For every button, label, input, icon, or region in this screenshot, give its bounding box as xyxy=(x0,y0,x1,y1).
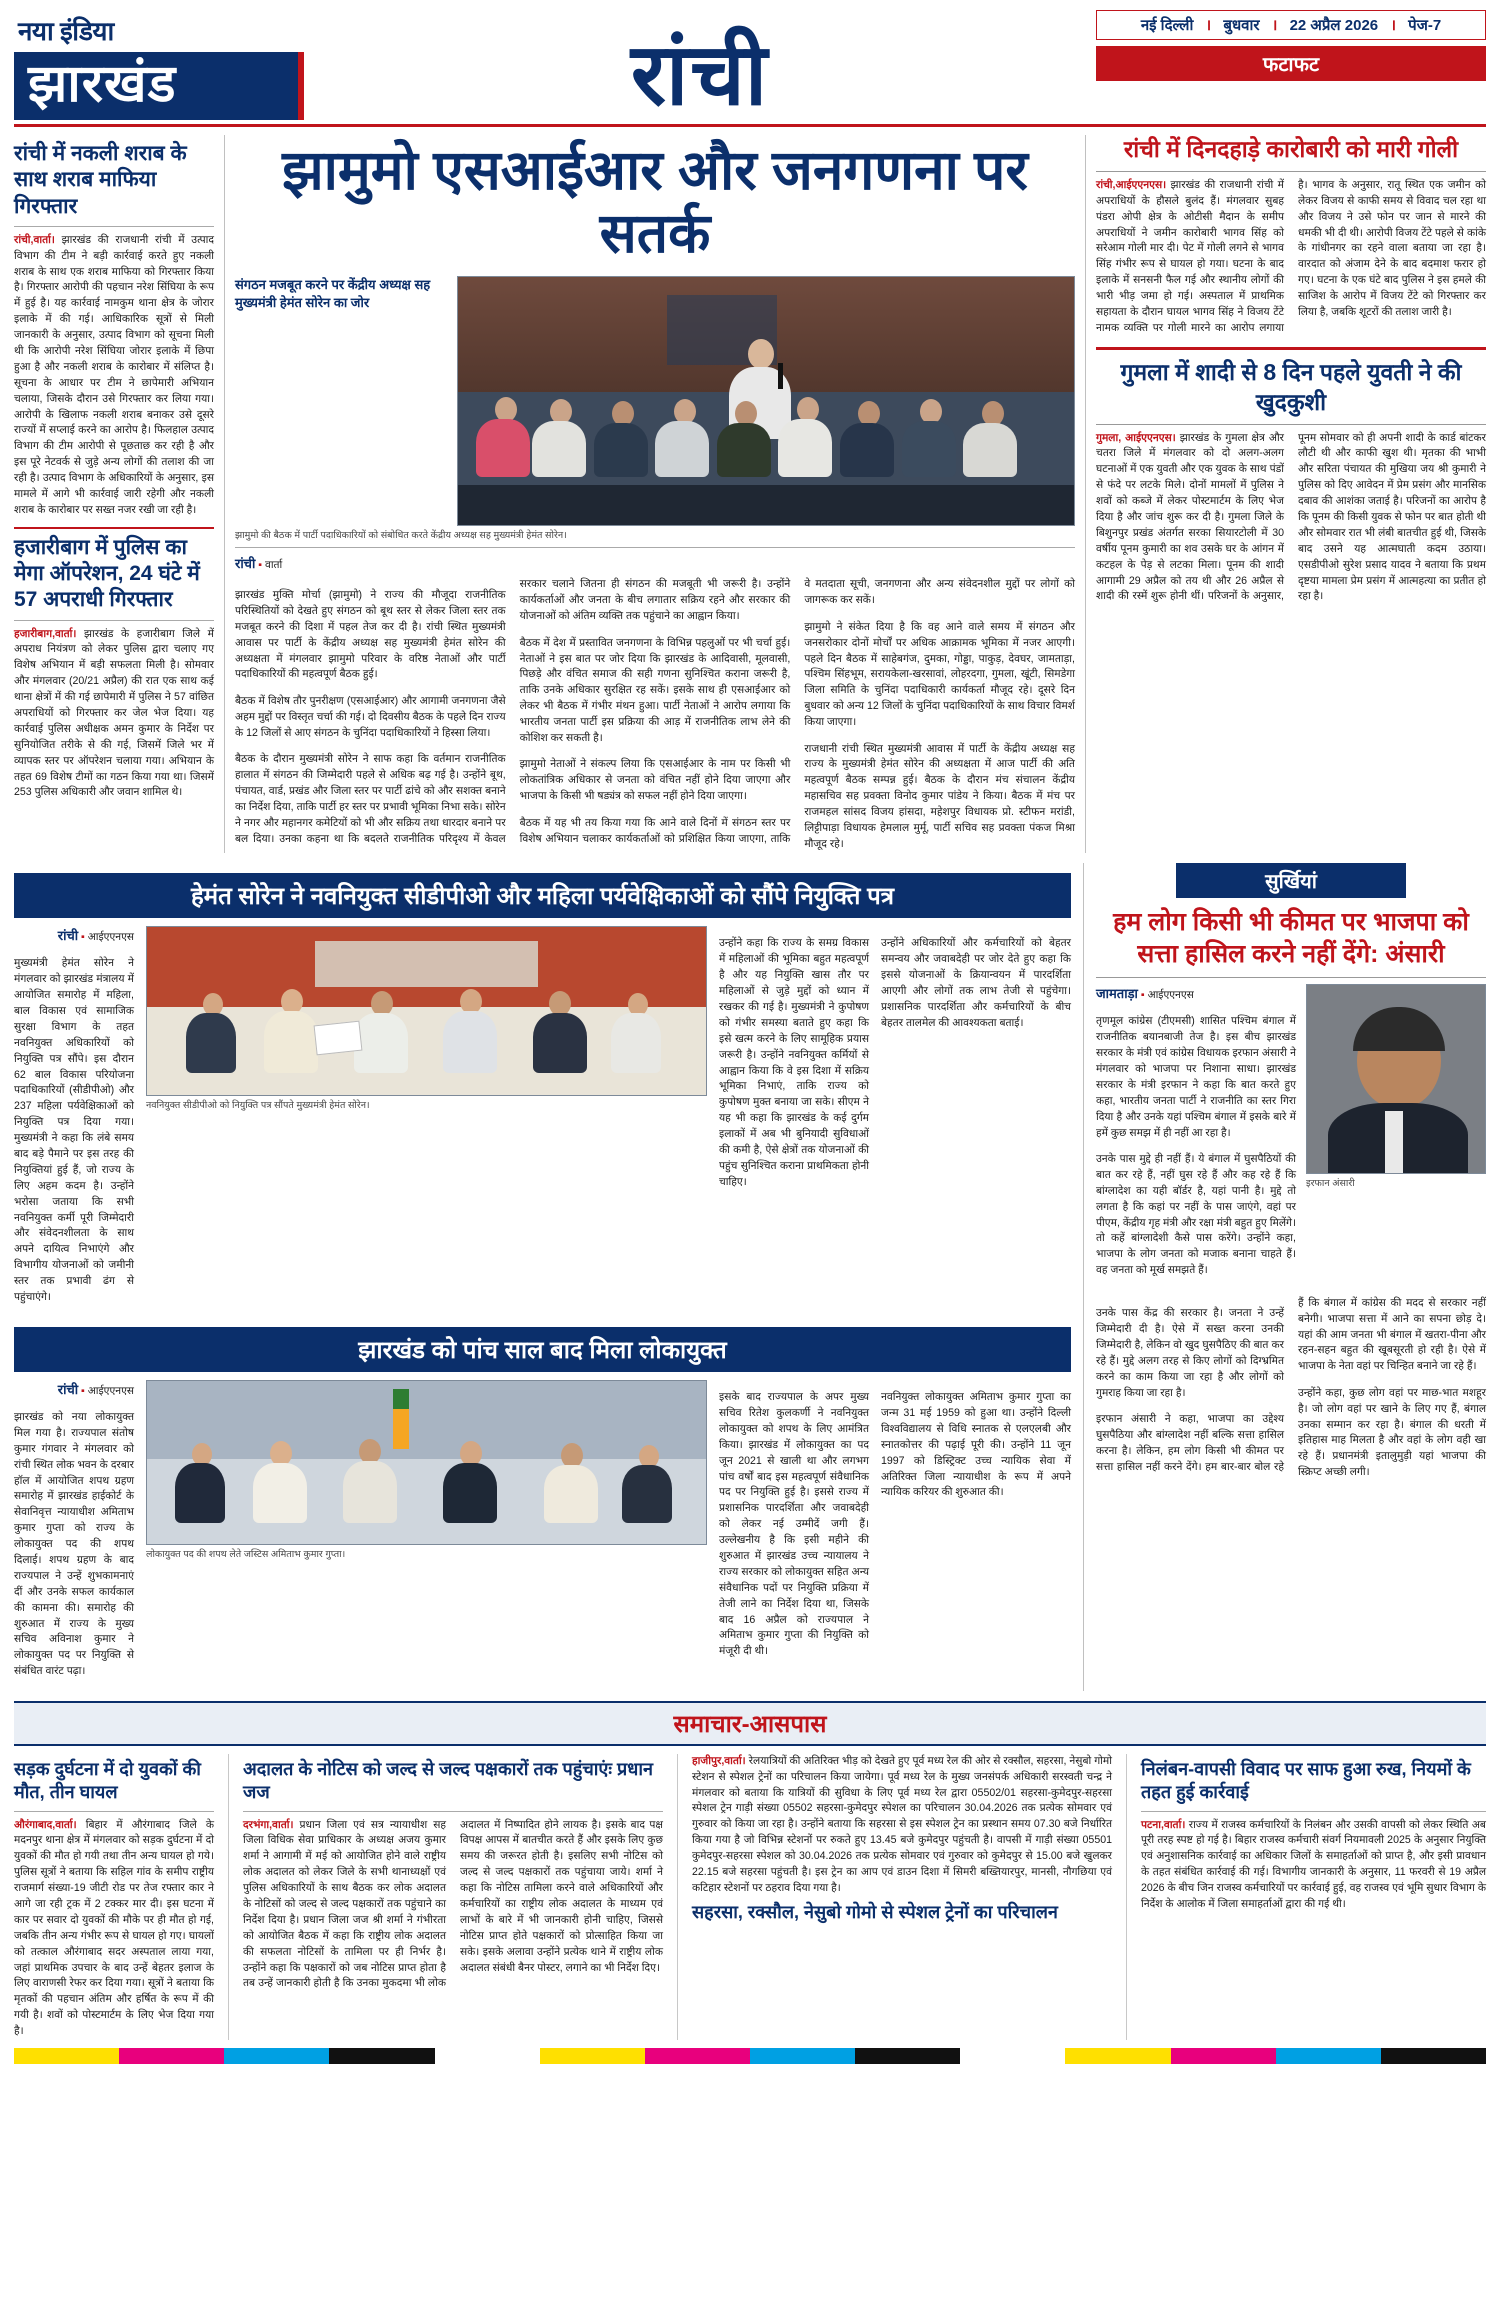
third-section-band: झारखंड को पांच साल बाद मिला लोकायुक्त xyxy=(14,1327,1071,1372)
main-para: बैठक के दौरान मुख्यमंत्री सोरेन ने साफ कहा कि वर्तमान राजनीतिक हालात में संगठन की जिम्मेदारी पहले से अधिक बढ़ गई है। उन्होंने बूथ, पंचायत, वार्ड, प्रखंड और जिला स्तर पर पार्टी ढांचे को और सशक्त बनाने का निर्देश दिया, ताकि पार्टी हर स्तर पर प्रभावी भूमिका निभा सके। सोरेन ने नगर और महानगर कमेटियों को भी और सक्रिय तथा धारदार बनाने पर बल दिया। उनका कहना था कि बदलते राजनीतिक परिदृश्य में केवल सरकार चलाने जितना ही संगठन की मजबूती भी जरूरी है। उन्होंने कार्यकर्ताओं और जनता के बीच लगातार सक्रिय रहने और सरकार की योजनाओं को अंतिम व्यक्ति तक पहुंचाने का आह्वान किया। xyxy=(235,578,791,845)
dateline-date: 22 अप्रैल 2026 xyxy=(1289,17,1379,34)
main-kicker: संगठन मजबूत करने पर केंद्रीय अध्यक्ष सह मुख्यमंत्री हेमंत सोरेन का जोर xyxy=(235,276,431,310)
main-para: राजधानी रांची स्थित मुख्यमंत्री आवास में पार्टी के केंद्रीय अध्यक्ष सह राज्य के मुख्यमंत्री हेमंत सोरेन की अध्यक्षता में आज पार्टी की अति महत्वपूर्ण बैठक सम्पन्न हुई। बैठक के दौरान मंच संचालन केंद्रीय महासचिव सह प्रवक्ता विनोद कुमार पांडेय ने किया। बैठक में मंच पर राजमहल सांसद विजय हांसदा, महेशपुर विधायक प्रो. स्टीफन मरांडी, लिट्टीपाड़ा विधायक हेमलाल मुर्मू, पार्टी सचिव सह प्रवक्ता पंकज मिश्रा मौजूद रहे। xyxy=(804,742,1075,850)
samachar-text: बिहार में औरंगाबाद जिले के मदनपुर थाना क्षेत्र में मंगलवार को सड़क दुर्घटना में दो युवकों की मौत हो गयी तथा तीन अन्य घायल हो गये। पुलिस सूत्रों ने बताया कि सहिल गांव के समीप राष्ट्रीय राजमार्ग संख्या-19 जीटी रोड पर तेज रफ्तार कार ने आगे जा रही ट्रक में 2 टक्कर मार दी। इस घटना में कार पर सवार दो युवकों की मौके पर ही मौत हो गई, जबकि तीन अन्य गंभीर रूप से घायल हो गए। घायलों को तत्काल औरंगाबाद सदर अस्पताल लाया गया, जहां प्राथमिक उपचार के बाद उन्हें बेहतर इलाज के लिए वाराणसी रेफर कर दिया गया। सूत्रों ने बताया कि मृतकों की पहचान अंतिम और हर्षित के रूप में की गयी है। शवों को पोस्टमार्टम के लिए भेज दिया गया है। xyxy=(14,1818,214,2038)
surkhiyan-para: उनके पास मुद्दे ही नहीं हैं। ये बंगाल में घुसपैठियों की बात कर रहे हैं, नहीं घुस रहे हैं और कह रहे हैं कि बांग्लादेश का यही बॉर्डर है, यहां पानी है। मुद्दे तो लगता है कि कहां पर नहीं के पास जाएंगे, वहां पर पीएम, केंद्रीय गृह मंत्री और रक्षा मंत्री बहुत हुए मिलेंगे। तो कहें बांग्लादेशी कैसे पास करेंगे। उन्होंने कहा, भाजपा के लोग जनता को मजाक बनाना चाहते हैं। वह जनता को मूर्ख समझते हैं। xyxy=(1096,1153,1296,1277)
dateline-day: बुधवार xyxy=(1223,17,1260,34)
samachar-text: रेलयात्रियों की अतिरिक्त भीड़ को देखते हुए पूर्व मध्य रेल की ओर से रक्सौल, सहरसा, नेसुबो गोमो स्टेशन से स्पेशल ट्रेनों का परिचालन किया जायेगा। पूर्व मध्य रेल के मुख्य जनसंपर्क अधिकारी सरस्वती चन्द्र ने मंगलवार को बताया कि यात्रियों की सुविधा के लिए पूर्व मध्य रेल द्वारा 05502/01 सहरसा-कुमेदपुर-सहरसा स्पेशल ट्रेन गाड़ी संख्या 05502 सहरसा-कुमेदपुर स्पेशल का परिचालन 30.04.2026 तक प्रत्येक सोमवार एवं गुरुवार को किया जा रहा है। उन्होंने बताया कि सहरसा से इस स्पेशल ट्रेन का प्रस्थान समय 07.30 बजे निर्धारित किया गया है जो विभिन्न स्टेशनों पर रुकते हुए 13.45 बजे कुमेदपुर पहुंचती है। वापसी में गाड़ी संख्या 05501 कुमेदपुर-सहरसा स्पेशल को 30.04.2026 तक प्रत्येक सोमवार एवं गुरुवार को कुमेदपुर से 15.00 बजे खुलकर 22.15 बजे सहरसा पहुंचती है। इस ट्रेन का आप एवं डाउन दिशा में सिमरी बख्तियारपुर, मानसी, नौगछिया एवं कटिहार स्टेशनों पर ठहराव दिया गया है। xyxy=(692,1754,1112,1894)
main-photo-caption: झामुमो की बैठक में पार्टी पदाधिकारियों को संबोधित करते केंद्रीय अध्यक्ष सह मुख्यमंत्री हेमंत सोरेन। xyxy=(235,529,567,541)
second-row xyxy=(14,863,1486,1691)
samachar-row xyxy=(14,1754,1486,2040)
second-section-band: हेमंत सोरेन ने नवनियुक्त सीडीपीओ और महिला पर्यवेक्षिकाओं को सौंपे नियुक्ति पत्र xyxy=(14,873,1071,918)
left-story2-body xyxy=(14,627,214,802)
surkhiyan-dateline-agency: आईएएनएस xyxy=(1147,988,1194,1001)
main-dateline-agency: वार्ता xyxy=(264,558,283,571)
samachar-dateline: दरभंगा,वार्ता। xyxy=(243,1818,294,1831)
second-para: उन्होंने कहा कि राज्य के समग्र विकास में महिलाओं की भूमिका बहुत महत्वपूर्ण है और यह नियुक्ति खास तौर पर महिलाओं से जुड़े मुद्दों को ध्यान में रखकर की गई है। मुख्यमंत्री ने कुपोषण को गंभीर समस्या बताते हुए कहा कि इसे खत्म करने के लिए सामूहिक प्रयास जरूरी है। उन्होंने नवनियुक्त कर्मियों से आह्वान किया कि वे इस दिशा में सक्रिय भूमिका निभाएं, ताकि राज्य को कुपोषण मुक्त बनाया जा सके। सीएम ने यह भी कहा कि झारखंड के कई दुर्गम इलाकों में अब भी बुनियादी सुविधाओं की कमी है, ऐसे क्षेत्रों तक योजनाओं की पहुंच सुनिश्चित कराना प्राथमिकता होनी चाहिए। xyxy=(719,937,869,1188)
dateline-sep2: । xyxy=(1271,17,1278,34)
samachar-headline: अदालत के नोटिस को जल्द से जल्द पक्षकारों तक पहुंचाएंः प्रधान जज xyxy=(243,1758,653,1803)
second-section xyxy=(14,863,1071,1691)
surkhiyan-photo-caption: इरफान अंसारी xyxy=(1306,1177,1355,1189)
main-para: बैठक में यह भी तय किया गया कि आने वाले दिनों में संगठन स्तर पर विशेष अभियान चलाकर कार्यकर्ताओं को प्रशिक्षित किया जाएगा, ताकि वे मतदाता सूची, जनगणना और अन्य संवेदनशील मुद्दों पर लोगों को जागरूक कर सकें। xyxy=(519,578,1075,845)
left-story2-text: झारखंड के हजारीबाग जिले में अपराध नियंत्रण को लेकर पुलिस द्वारा चलाए गए विशेष अभियान में बड़ी सफलता मिली है। सोमवार और मंगलवार (20/21 अप्रैल) की रात एक साथ कई थाना क्षेत्रों में की गई छापेमारी में पुलिस ने 57 वांछित अपराधियों को गिरफ्तार कर जेल भेज दिया। यह कार्रवाई पुलिस अधीक्षक अमन कुमार के निर्देश पर सुनियोजित तरीके से की गई, जिसमें जिले भर में व्यापक स्तर पर ऑपरेशन चलाया गया। अभियान के तहत 69 विशेष टीमों का गठन किया गया था। जिसमें 253 पुलिस अधिकारी और जवान शामिल थे। xyxy=(14,627,214,799)
right-story1-body xyxy=(1096,178,1486,337)
registration-color-bar xyxy=(14,2048,1486,2064)
samachar-headline: निलंबन-वापसी विवाद पर साफ हुआ रुख, नियमों के तहत हुई कार्रवाई xyxy=(1141,1758,1471,1803)
samachar-item xyxy=(692,1754,1112,2040)
second-dateline-agency: आईएएनएस xyxy=(87,930,134,943)
left-story2-dateline: हजारीबाग,वार्ता। xyxy=(14,627,77,640)
right-story2-body xyxy=(1096,431,1486,606)
third-col4 xyxy=(881,1380,1071,1691)
main-story-dateline: रांची ▪ वार्ता xyxy=(235,555,283,571)
second-dateline-place: रांची xyxy=(57,927,79,943)
samachar-dateline: औरंगाबाद,वार्ता। xyxy=(14,1818,77,1831)
surkhiyan-para: उनके पास केंद्र की सरकार है। जनता ने उन्हें जिम्मेदारी दी है। ऐसे में सख्त करना उनकी जिम्मेदारी है, लेकिन वो खुद घुसपैठिए की बात कर रहे हैं। मुद्दे अलग तरह से किए लोगों को दिग्भ्रमित करने का काम किया जा रहा है और लोगों को गुमराह किया जा रहा है। xyxy=(1096,1307,1284,1399)
right-story2-text: झारखंड के गुमला क्षेत्र और चतरा जिले में मंगलवार को दो अलग-अलग घटनाओं में एक युवती और एक युवक के साथ पंडों से फंदे पर लटके मिले। दोनों मामलों में पुलिस ने शवों को कब्जे में लेकर पोस्टमार्टम के लिए भेज दिया है और जांच शुरू कर दी है। गुमला जिले के बिशुनपुर प्रखंड अंतर्गत सरका सियारटोली में 30 वर्षीय पूनम कुमारी का शव उसके घर के आंगन में कटहल के पेड़ से लटका मिला। पूनम की शादी आगामी 29 अप्रैल को तय थी और 26 अप्रैल से शादी की रस्में शुरू होनी थीं। परिजनों के अनुसार, पूनम सोमवार को ही अपनी शादी के कार्ड बांटकर लौटी थी और काफी खुश थी। मृतका की भाभी और सरिता पंचायत की मुखिया जय श्री कुमारी ने पुलिस को दिए आवेदन में प्रेम प्रसंग और मानसिक दबाव की आशंका जताई है। परिजनों का आरोप है कि पूनम की किसी युवक से फोन पर बात होती थी और सोमवार रात भी लंबी बातचीत हुई थी, जिसके बाद उसने यह आत्मघाती कदम उठाया। एसडीपीओ सुरेश प्रसाद यादव ने बताया कि प्रथम दृष्टया मामला प्रेम प्रसंग में आत्महत्या का प्रतीत हो रहा है। xyxy=(1096,431,1486,603)
surkhiyan-label: सुर्खियां xyxy=(1176,863,1406,898)
samachar-text: प्रधान जिला एवं सत्र न्यायाधीश सह जिला विधिक सेवा प्राधिकार के अध्यक्ष अजय कुमार शर्मा ने आगामी में मई को आयोजित होने वाले राष्ट्रीय लोक अदालत को लेकर जिले के सभी थानाध्यक्षों एवं पुलिस अधिकारियों के साथ बैठक कर लोक अदालत के नोटिसों को जल्द से जल्द पक्षकारों तक पहुंचाने का निर्देश दिया है। प्रधान जिला जज श्री शर्मा ने गंभीरता को आयोजित बैठक में कहा कि राष्ट्रीय लोक अदालत की सफलता नोटिसों के तामिला पर ही निर्भर है। उन्होंने कहा कि पक्षकारों को जब नोटिस प्राप्त होता है तब उन्हें जानकारी होती है कि उनका मुकदमा भी लोक अदालत में निष्पादित होने लायक है। इसके बाद पक्ष विपक्ष आपस में बातचीत करते हैं और इसके लिए कुछ समय की जरूरत होती है। इसलिए सभी नोटिस को जल्द से जल्द पक्षकारों तक पहुंचाया जाये। शर्मा ने कहा कि नोटिस तामिला करने वाले अधिकारियों और कर्मचारियों का राष्ट्रीय लोक अदालत के माध्यम एवं लाभों के बारे में भी जानकारी होनी चाहिए, जिससे नोटिस प्राप्त होते पक्षकारों को प्रोत्साहित किया जा सके। इसके अलावा उन्होंने प्रत्येक थाने में राष्ट्रीय लोक अदालत संबंधी बैनर पोस्टर, लगाने का भी निर्देश दिए। xyxy=(243,1818,663,1990)
main-story-body xyxy=(235,577,1075,852)
main-para: बैठक में देश में प्रस्तावित जनगणना के विभिन्न पहलुओं पर भी चर्चा हुई। नेताओं ने इस बात पर जोर दिया कि झारखंड के आदिवासी, मूलवासी, पिछड़े और वंचित समाज की सही गणना सुनिश्चित कराना जरूरी है, ताकि उनके अधिकार सुरक्षित रह सकें। इसके साथ ही एसआईआर को लेकर भी बैठक में गंभीर मंथन हुआ। पार्टी नेताओं ने आरोप लगाया कि भारतीय जनता पार्टी इस प्रक्रिया की आड़ में राजनीतिक लाभ लेने की कोशिश कर सकती है। xyxy=(519,636,791,744)
second-col3 xyxy=(719,926,869,1317)
main-dateline-place: रांची xyxy=(235,555,256,571)
samachar-item xyxy=(14,1754,214,2040)
surkhiyan-section xyxy=(1096,863,1486,1691)
main-para: झामुमो नेताओं ने संकल्प लिया कि एसआईआर के नाम पर किसी भी लोकतांत्रिक अधिकार से जनता को वंचित नहीं होने दिया जाएगा और भाजपा के किसी भी षड्यंत्र को सफल नहीं होने दिया जाएगा। xyxy=(519,758,791,803)
samachar-item xyxy=(1141,1754,1486,2040)
main-para: झामुमो ने संकेत दिया है कि वह आने वाले समय में संगठन और जनसरोकार दोनों मोर्चों पर अधिक आक्रामक भूमिका में नजर आएगी। पहले दिन बैठक में साहेबगंज, दुमका, गोड्डा, पाकुड़, देवघर, जामताड़ा, पश्चिम सिंहभूम, सरायकेला-खरसावां, लोहरदगा, गुमला, खूंटी, सिमडेगा जिला समिति के चुनिंदा पदाधिकारी कार्यकर्ता मौजूद रहे। दूसरे दिन बुधवार को अन्य 12 जिलों के चुनिंदा पदाधिकारियों के साथ विचार विमर्श किया जाएगा। xyxy=(804,620,1075,729)
surkhiyan-photo xyxy=(1306,984,1486,1174)
main-story xyxy=(235,135,1075,853)
left-story1-body xyxy=(14,233,214,519)
samachar-headline: सहरसा, रक्सौल, नेसुबो गोमो से स्पेशल ट्रेनों का परिचालन xyxy=(692,1901,1058,1922)
third-photo-caption: लोकायुक्त पद की शपथ लेते जस्टिस अमिताभ कुमार गुप्ता। xyxy=(146,1548,346,1560)
second-para: मुख्यमंत्री हेमंत सोरेन ने मंगलवार को झारखंड मंत्रालय में आयोजित समारोह में महिला, बाल विकास एवं सामाजिक सुरक्षा विभाग के तहत नवनियुक्त अधिकारियों को नियुक्ति पत्र सौंपे। इस दौरान 62 बाल विकास परियोजना पदाधिकारियों (सीडीपीओ) और 237 महिला पर्यवेक्षिकाओं को नियुक्ति पत्र दिया गया। मुख्यमंत्री ने कहा कि लंबे समय बाद बड़े पैमाने पर इस तरह की नियुक्तियां हुई हैं, जो राज्य के लिए अहम कदम है। उन्होंने भरोसा जताया कि सभी नवनियुक्त कर्मी पूरी जिम्मेदारी और संवेदनशीलता के साथ अपने दायित्व निभाएंगे और विभागीय योजनाओं को जमीनी स्तर तक प्रभावी ढंग से पहुंचाएंगे। xyxy=(14,957,134,1304)
dateline-sep1: । xyxy=(1205,17,1212,34)
fatafat-header: फटाफट xyxy=(1096,46,1486,81)
right-column xyxy=(1096,135,1486,853)
third-para: इसके बाद राज्यपाल के अपर मुख्य सचिव रितेश कुलकर्णी ने नवनियुक्त लोकायुक्त को शपथ के लिए आमंत्रित किया। झारखंड में लोकायुक्त का पद जून 2021 से खाली था और लगभग पांच वर्षों बाद इस महत्वपूर्ण संवैधानिक पद पर नियुक्ति हुई है। इससे राज्य में प्रशासनिक पारदर्शिता और जवाबदेही को लेकर नई उम्मीदें जगी हैं। उल्लेखनीय है कि इसी महीने की शुरुआत में झारखंड उच्च न्यायालय ने राज्य सरकार को लोकायुक्त सहित अन्य संवैधानिक पदों पर नियुक्ति प्रक्रिया में तेजी लाने का निर्देश दिया था, जिसके बाद 16 अप्रैल को राज्यपाल ने अमिताभ कुमार गुप्ता की नियुक्ति को मंजूरी दी थी। xyxy=(719,1391,869,1658)
main-para: बैठक में विशेष तौर पुनरीक्षण (एसआईआर) और आगामी जनगणना जैसे अहम मुद्दों पर विस्तृत चर्चा की गई। दो दिवसीय बैठक के पहले दिन राज्य के 12 जिलों से आए संगठन के चुनिंदा पदाधिकारियों ने हिस्सा लिया। xyxy=(235,694,506,739)
samachar-dateline: पटना,वार्ता। xyxy=(1141,1818,1186,1831)
masthead-left xyxy=(14,10,304,120)
dateline xyxy=(1096,10,1486,40)
right-story2-headline: गुमला में शादी से 8 दिन पहले युवती ने की खुदकुशी xyxy=(1120,358,1462,415)
third-dateline-col: रांची ▪ आईएएनएस झारखंड को नया लोकायुक्त मिल गया है। राज्यपाल संतोष कुमार गंगवार ने मंगलवार को रांची स्थित लोक भवन के दरबार हॉल में आयोजित शपथ ग्रहण समारोह में झारखंड हाईकोर्ट के सेवानिवृत्त न्यायाधीश अमिताभ कुमार गुप्ता को राज्य के लोकायुक्त पद की शपथ दिलाई। शपथ ग्रहण के बाद राज्यपाल ने उन्हें शुभकामनाएं दीं और उनके सफल कार्यकाल की कामना की। समारोह की शुरुआत में राज्य के मुख्य सचिव अविनाश कुमार ने लोकायुक्त पद पर नियुक्ति से संबंधित वारंट पढ़ा। xyxy=(14,1380,134,1691)
third-para: नवनियुक्त लोकायुक्त अमिताभ कुमार गुप्ता का जन्म 31 मई 1959 को हुआ था। उन्होंने दिल्ली विश्वविद्यालय से विधि स्नातक से एलएलबी और स्नातकोत्तर की पढ़ाई पूरी की। उन्होंने 11 जून 1997 को डिस्ट्रिक्ट उच्च न्यायिक सेवा में अतिरिक्त जिला न्यायाधीश के रूप में अपने न्यायिक करियर की शुरुआत की। xyxy=(881,1391,1071,1499)
masthead-right xyxy=(1096,10,1486,81)
samachar-item xyxy=(243,1754,663,2040)
surkhiyan-col1: जामताड़ा ▪ आईएएनएस तृणमूल कांग्रेस (टीएमसी) शासित पश्चिम बंगाल में राजनीतिक बयानबाजी तेज है। इस बीच झारखंड सरकार के मंत्री एवं कांग्रेस विधायक इरफान अंसारी ने मंगलवार को भाजपा पर निशाना साधा। झारखंड सरकार के मंत्री इरफान ने कहा कि बात करते हुए कहा, भारतीय जनता पार्टी ने राजनीति का स्तर गिरा दिया है और उनके यहां पश्चिम बंगाल में इसके बारे में हमें कुछ समझ में ही नहीं आ रहा है। उनके पास मुद्दे ही नहीं हैं। ये बंगाल में घुसपैठियों की बात कर रहे हैं, नहीं घुस रहे हैं और कह रहे हैं कि बांग्लादेश का यही बॉर्डर है, यहां पानी है। मुद्दे तो लगता है कि कहां पर नहीं के पास जाएंगे, वहां पर पीएम, केंद्रीय गृह मंत्री और रक्षा मंत्री बहुत हुए मिलेंगे। तो कहें बांग्लादेशी कैसे पास करेंगे। उन्होंने कहा, भाजपा के लोग जनता को मजाक बनाना चाहते हैं। वह जनता को मूर्ख समझते हैं। xyxy=(1096,984,1296,1290)
dateline-sep3: । xyxy=(1390,17,1396,34)
dateline-page: पेज-7 xyxy=(1408,17,1442,34)
samachar-headline: सड़क दुर्घटना में दो युवकों की मौत, तीन घायल xyxy=(14,1758,201,1803)
second-para: उन्होंने अधिकारियों और कर्मचारियों को बेहतर समन्वय और जवाबदेही पर जोर देते हुए कहा कि इससे योजनाओं के क्रियान्वयन में पारदर्शिता आएगी और लोगों तक लाभ तेजी से पहुंचेगा। प्रशासनिक पारदर्शिता और कर्मचारियों के बीच बेहतर तालमेल की आवश्यकता बताई। xyxy=(881,937,1071,1029)
third-para: झारखंड को नया लोकायुक्त मिल गया है। राज्यपाल संतोष कुमार गंगवार ने मंगलवार को रांची स्थित लोक भवन के दरबार हॉल में आयोजित शपथ ग्रहण समारोह में झारखंड हाईकोर्ट के सेवानिवृत्त न्यायाधीश अमिताभ कुमार गुप्ता को राज्य के लोकायुक्त पद की शपथ दिलाई। शपथ ग्रहण के बाद राज्यपाल ने उन्हें शुभकामनाएं दीं और उनके सफल कार्यकाल की कामना की। समारोह की शुरुआत में राज्य के मुख्य सचिव अविनाश कुमार ने लोकायुक्त पद पर नियुक्ति से संबंधित वारंट पढ़ा। xyxy=(14,1410,134,1678)
left-story2-headline: हजारीबाग में पुलिस का मेगा ऑपरेशन, 24 घंटे में 57 अपराधी गिरफ्तार xyxy=(14,535,200,612)
second-dateline-col: रांची ▪ आईएएनएस मुख्यमंत्री हेमंत सोरेन ने मंगलवार को झारखंड मंत्रालय में आयोजित समारोह में महिला, बाल विकास एवं सामाजिक सुरक्षा विभाग के तहत नवनियुक्त अधिकारियों को नियुक्ति पत्र सौंपे। इस दौरान 62 बाल विकास परियोजना पदाधिकारियों (सीडीपीओ) और 237 महिला पर्यवेक्षिकाओं को नियुक्ति पत्र दिया गया। मुख्यमंत्री ने कहा कि लंबे समय बाद बड़े पैमाने पर इस तरह की नियुक्तियां हुई हैं, जो राज्य के लिए अहम कदम है। उन्होंने भरोसा जताया कि सभी नवनियुक्त कर्मी पूरी जिम्मेदारी और संवेदनशीलता के साथ अपने दायित्व निभाएंगे और विभागीय योजनाओं को जमीनी स्तर तक प्रभावी ढंग से पहुंचाएंगे। xyxy=(14,926,134,1317)
left-column xyxy=(14,135,214,853)
brand-small: नया इंडिया xyxy=(18,16,114,46)
surkhiyan-para: तृणमूल कांग्रेस (टीएमसी) शासित पश्चिम बंगाल में राजनीतिक बयानबाजी तेज है। इस बीच झारखंड सरकार के मंत्री एवं कांग्रेस विधायक इरफान अंसारी ने मंगलवार को भाजपा पर निशाना साधा। झारखंड सरकार के मंत्री इरफान ने कहा कि बात करते हुए कहा, भारतीय जनता पार्टी ने राजनीति का स्तर गिरा दिया है और उनके यहां पश्चिम बंगाल में इसके बारे में हमें कुछ समझ में ही नहीं आ रहा है। xyxy=(1096,1015,1296,1139)
third-photo xyxy=(146,1380,707,1545)
dateline-place: नई दिल्ली xyxy=(1140,17,1194,34)
surkhiyan-headline: हम लोग किसी भी कीमत पर भाजपा को सत्ता हासिल करने नहीं देंगे: अंसारी xyxy=(1113,907,1469,969)
surkhiyan-dateline-place: जामताड़ा xyxy=(1096,985,1138,1001)
masthead-center xyxy=(304,10,1096,123)
right-story1-headline: रांची में दिनदहाड़े कारोबारी को मारी गोली xyxy=(1123,136,1459,162)
left-story1-dateline: रांची,वार्ता। xyxy=(14,233,55,246)
main-photo xyxy=(457,276,1075,526)
edition-title: रांची xyxy=(630,27,770,123)
surkhiyan-para: इरफान अंसारी ने कहा, भाजपा का उद्देश्य घुसपैठिया और बांग्लादेश नहीं बल्कि सत्ता हासिल करना है। लेकिन, हम लोग किसी भी कीमत पर सत्ता हासिल नहीं करने देंगे। हम बार-बार बोल रहे हैं कि बंगाल में कांग्रेस की मदद से सरकार नहीं बनेगी। भाजपा सत्ता में आने का सपना छोड़ दे। यहां की आम जनता भी बंगाल में खतरा-पीना और रहन-सहन बहुत की खूबसूरती हो रही है। ऐसे में भाजपा के नेता वहां पर चिन्हित बनाने जा रहे हैं। xyxy=(1096,1296,1486,1473)
brand-band: झारखंड xyxy=(14,52,304,120)
third-dateline-agency: आईएएनएस xyxy=(87,1384,134,1397)
right-story2-dateline: गुमला, आईएएनएस। xyxy=(1096,431,1176,444)
masthead xyxy=(14,10,1486,127)
second-photo xyxy=(146,926,707,1096)
third-dateline-place: रांची xyxy=(57,1381,79,1397)
third-col3 xyxy=(719,1380,869,1691)
top-grid xyxy=(14,135,1486,853)
samachar-band: समाचार-आसपास xyxy=(14,1701,1486,1746)
samachar-text: राज्य में राजस्व कर्मचारियों के निलंबन और उसकी वापसी को लेकर स्थिति अब पूरी तरह स्पष्ट हो गई है। बिहार राजस्व कर्मचारी संवर्ग नियमावली 2025 के अनुसार नियुक्ति एवं अनुशासनिक कार्रवाई का अधिकार जिलों के समाहर्ताओं को प्राप्त है, और इसी प्रावधान के तहत संबंधित कार्रवाई की गई। विभागीय जानकारी के अनुसार, 11 फरवरी से 19 अप्रैल 2026 के बीच जिन राजस्व कर्मचारियों पर कार्रवाई हुई, वह राजस्व एवं भूमि सुधार विभाग के निर्देश के आलोक में जिला समाहर्ताओं द्वारा की गई थी। xyxy=(1141,1818,1486,1910)
left-story1-text: झारखंड की राजधानी रांची में उत्पाद विभाग की टीम ने बड़ी कार्रवाई करते हुए नकली शराब के साथ एक शराब माफिया को गिरफ्तार किया है। गिरफ्तार आरोपी की पहचान नरेश सिंघिया के रूप में हुई है। यह कार्रवाई नामकुम थाना क्षेत्र के जोरार इलाके में की गई। आधिकारिक सूत्रों से मिली जानकारी के अनुसार, उत्पाद विभाग को सूचना मिली थी कि आरोपी नरेश सिंघिया जोरार इलाके में छिपा हुआ है और नकली शराब के कारोबार में संलिप्त है। सूचना के आधार पर टीम ने छापेमारी अभियान चलाया, जिसके दौरान उसे गिरफ्तार कर लिया गया। आरोपी के खिलाफ नकली शराब बनाकर उसे दूसरे राज्यों में सप्लाई करने का आरोप है। फिलहाल उत्पाद विभाग की टीम आरोपी से पूछताछ कर रही है और इस पूरे नेटवर्क से जुड़े अन्य लोगों की तलाश की जा रही है। उत्पाद विभाग के अधिकारियों के अनुसार, इस मामले में आगे भी कार्रवाई जारी रहेगी और नकली शराब के कारोबार पर सख्त नजर रखी जा रही है। xyxy=(14,233,214,516)
second-photo-caption: नवनियुक्त सीडीपीओ को नियुक्ति पत्र सौंपते मुख्यमंत्री हेमंत सोरेन। xyxy=(146,1099,370,1111)
samachar-dateline: हाजीपुर,वार्ता। xyxy=(692,1754,746,1767)
main-para: झारखंड मुक्ति मोर्चा (झामुमो) ने राज्य की मौजूदा राजनीतिक परिस्थितियों को देखते हुए संगठन को बूथ स्तर से लेकर जिला स्तर तक मजबूत करने की दिशा में पहल तेज कर दी है। रांची स्थित मुख्यमंत्री आवास पर पार्टी के केंद्रीय अध्यक्ष सह मुख्यमंत्री हेमंत सोरेन की अध्यक्षता में मंगलवार झामुमो परिवार के वरिष्ठ नेताओं और पार्टी पदाधिकारियों की महत्वपूर्ण बैठक हुई। xyxy=(235,588,506,681)
right-story1-dateline: रांची,आईएएनएस। xyxy=(1096,178,1167,191)
second-col4 xyxy=(881,926,1071,1317)
main-headline: झामुमो एसआईआर और जनगणना पर सतर्क xyxy=(282,139,1028,265)
surkhiyan-body-rest xyxy=(1096,1296,1486,1484)
right-story1-text: झारखंड की राजधानी रांची में अपराधियों के हौसले बुलंद हैं। मंगलवार सुबह पंडरा ओपी क्षेत्र के ओटीसी मैदान के समीप अपराधियों ने जमीन कारोबारी भागव सिंह को सरेआम गोली मार दी। पेट में गोली लगने से भागव सिंह गंभीर रूप से घायल हो गया। घटना के बाद इलाके में सनसनी फैल गई और स्थानीय लोगों की भारी भीड़ जमा हो गई। अस्पताल में प्राथमिक सहायता के दौरान घायल भागव सिंह ने विजय टेंटे नामक व्यक्ति पर गोली मारने का आरोप लगाया है। भागव के अनुसार, रातू स्थित एक जमीन को लेकर विजय से काफी समय से विवाद चल रहा था और विजय ने उसे फोन पर जान से मारने की धमकी भी दी थी। आरोपी विजय टेंटे पहले से कांके के गांधीनगर का रहने वाला बताया जा रहा है। वारदात को अंजाम देने के बाद बदमाश फरार हो गए। घटना के एक घंटे बाद पुलिस ने इस हमले की साजिश के आरोप में विजय टेंटे को गिरफ्तार कर लिया है, जबकि शूटरों की तलाश जारी है। xyxy=(1096,178,1486,334)
left-story1-headline: रांची में नकली शराब के साथ शराब माफिया गिरफ्तार xyxy=(14,142,187,218)
surkhiyan-para: उन्होंने कहा, कुछ लोग वहां पर माछ-भात मशहूर है। जो लोग वहां पर खाने के लिए गए हैं, बंगाल उनका सम्मान कर रहा है। बंगाल की धरती में इतिहास माह मिलता है और वहां के लोग वही खा रहे हैं। प्रधानमंत्री इतालुमुड़ी यहां भाजपा की स्क्रिप्ट अच्छी लगी। xyxy=(1298,1386,1486,1479)
